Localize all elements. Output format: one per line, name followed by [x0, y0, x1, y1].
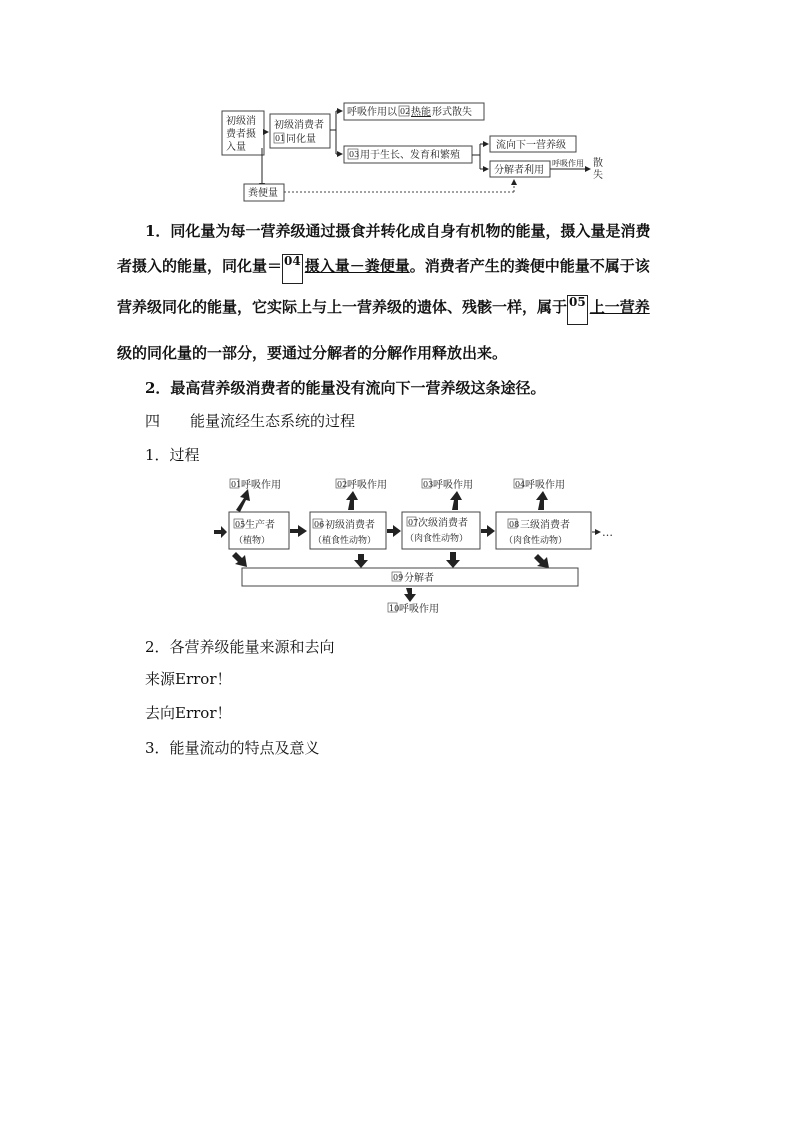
para1-line-1: 1．同化量为每一营养级通过摄食并转化成自身有机物的能量，摄入量是消费: [145, 222, 651, 240]
para1-line-2: 者摄入的能量，同化量＝ 04 摄入量－粪便量。消费者产生的粪便中能量不属于该: [117, 254, 650, 284]
level-num-3: 07: [408, 518, 419, 527]
intake-line-2: 费者摄: [226, 129, 256, 140]
resp-num-2: 02: [337, 480, 348, 489]
level-sub-2: （植食性动物）: [313, 536, 377, 546]
level-name-1: 生产者: [245, 520, 275, 531]
energy-flow-diagram: [212, 474, 622, 619]
dissipate-1: 散: [593, 158, 603, 169]
resp-num-4: 04: [515, 480, 526, 489]
level-name-2: 初级消费者: [325, 520, 375, 531]
para1-line-3: 营养级同化的能量，它实际上与上一营养级的遗体、残骸一样，属于 05 上一营养: [117, 295, 650, 325]
answer-box-04: 04: [282, 254, 303, 284]
growth-text: 用于生长、发育和繁殖: [360, 150, 460, 161]
respiration-num: 02: [400, 107, 411, 116]
paragraph-2: 2．最高营养级消费者的能量没有流向下一营养级这条途径。: [145, 379, 546, 397]
respiration-hot: 热能: [411, 107, 431, 118]
decomposer-text: 分解者利用: [494, 165, 544, 176]
answer-04: 摄入量－粪便量: [304, 257, 410, 275]
respiration-pre: 呼吸作用以: [347, 107, 397, 118]
process-title: 1．过程: [145, 446, 200, 464]
level-sub-1: （植物）: [234, 536, 271, 546]
next-level-text: 流向下一营养级: [496, 140, 566, 151]
top-respiration-labels: [230, 478, 565, 491]
level-num-4: 08: [509, 520, 520, 529]
level-num-2: 06: [314, 520, 325, 529]
intake-line-3: 入量: [226, 142, 246, 153]
level-boxes: [229, 512, 591, 549]
item-2-title: 2．各营养级能量来源和去向: [145, 638, 335, 656]
assimilation-line-2: 同化量: [286, 134, 316, 145]
energy-intake-diagram: [218, 100, 608, 205]
resp-label-1: 呼吸作用: [241, 480, 281, 491]
level-sub-4: （肉食性动物）: [504, 536, 568, 546]
level-num-1: 05: [235, 520, 246, 529]
para1-line-4: 级的同化量的一部分，要通过分解者的分解作用释放出来。: [117, 344, 508, 362]
decomposer-label: 分解者: [404, 573, 434, 584]
bottom-resp-label: 呼吸作用: [399, 604, 439, 615]
resp-num-1: 01: [231, 480, 242, 489]
feces-text: 粪便量: [248, 188, 278, 199]
intake-line-1: 初级消: [226, 116, 256, 127]
resp-num-3: 03: [423, 480, 434, 489]
answer-05: 上一营养: [589, 298, 650, 316]
resp-label-2: 呼吸作用: [347, 480, 387, 491]
ellipsis: …: [602, 526, 613, 539]
assimilation-num: 01: [275, 134, 286, 143]
dest-line: 去向Error！: [145, 704, 232, 722]
resp-label-3: 呼吸作用: [433, 480, 473, 491]
respiration-post: 形式散失: [432, 107, 472, 118]
decomposer-resp: 呼吸作用: [552, 159, 584, 168]
level-name-3: 次级消费者: [418, 518, 468, 529]
level-sub-3: （肉食性动物）: [405, 534, 469, 544]
growth-num: 03: [349, 150, 360, 159]
decomposer-num: 09: [393, 573, 404, 582]
section-4-heading: 四 能量流经生态系统的过程: [145, 412, 356, 430]
dissipate-2: 失: [593, 170, 603, 181]
resp-label-4: 呼吸作用: [525, 480, 565, 491]
level-name-4: 三级消费者: [520, 520, 570, 531]
item-3-title: 3．能量流动的特点及意义: [145, 739, 320, 757]
answer-box-05: 05: [567, 295, 588, 325]
assimilation-line-1: 初级消费者: [274, 120, 324, 131]
source-line: 来源Error！: [145, 670, 232, 688]
bottom-resp-num: 10: [389, 604, 400, 613]
